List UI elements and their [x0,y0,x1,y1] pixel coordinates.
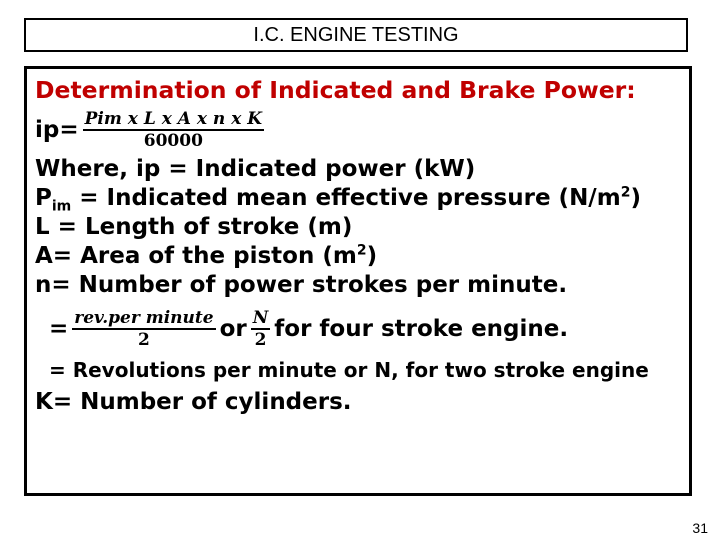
rev-numerator: rev.per minute [74,308,214,328]
four-stroke-text: for four stroke engine. [274,315,569,342]
content-panel [24,66,692,496]
n-definition-line: n= Number of power strokes per minute. [35,272,568,298]
n-denominator: 2 [254,330,267,350]
equals-sign: = [49,315,69,342]
n-numerator: N [252,308,269,328]
ip-numerator: Pim x L x A x n x K [84,109,263,129]
ip-label: ip= [35,116,79,143]
four-stroke-formula [35,302,689,356]
rev-denominator: 2 [138,330,150,350]
slide-title-text: I.C. ENGINE TESTING [253,23,459,46]
a-unit-superscript: 2 [356,242,367,259]
pim-unit-superscript: 2 [620,184,631,201]
or-text: or [219,315,247,342]
ip-denominator: 60000 [143,131,203,151]
pim-definition: = Indicated mean effective pressure (N/m [71,185,621,211]
slide-title [24,18,688,52]
rev-fraction [72,308,215,350]
n-fraction [251,308,271,350]
ip-fraction [83,109,264,151]
where-line: Where, ip = Indicated power (kW) [35,156,476,182]
a-definition: A= Area of the piston (m [35,243,357,269]
pim-close: ) [630,185,641,211]
pim-definition-line [35,184,689,213]
pim-subscript: im [51,198,72,215]
two-stroke-line: = Revolutions per minute or N, for two stroke engine [49,358,649,382]
k-definition-line: K= Number of cylinders. [35,389,352,415]
a-close: ) [366,243,378,269]
ip-formula [35,107,689,153]
a-definition-line [35,242,689,271]
pim-symbol: P [35,185,52,211]
page-number: 31 [692,520,708,536]
section-heading: Determination of Indicated and Brake Power: [35,76,636,104]
l-definition-line: L = Length of stroke (m) [35,214,353,240]
